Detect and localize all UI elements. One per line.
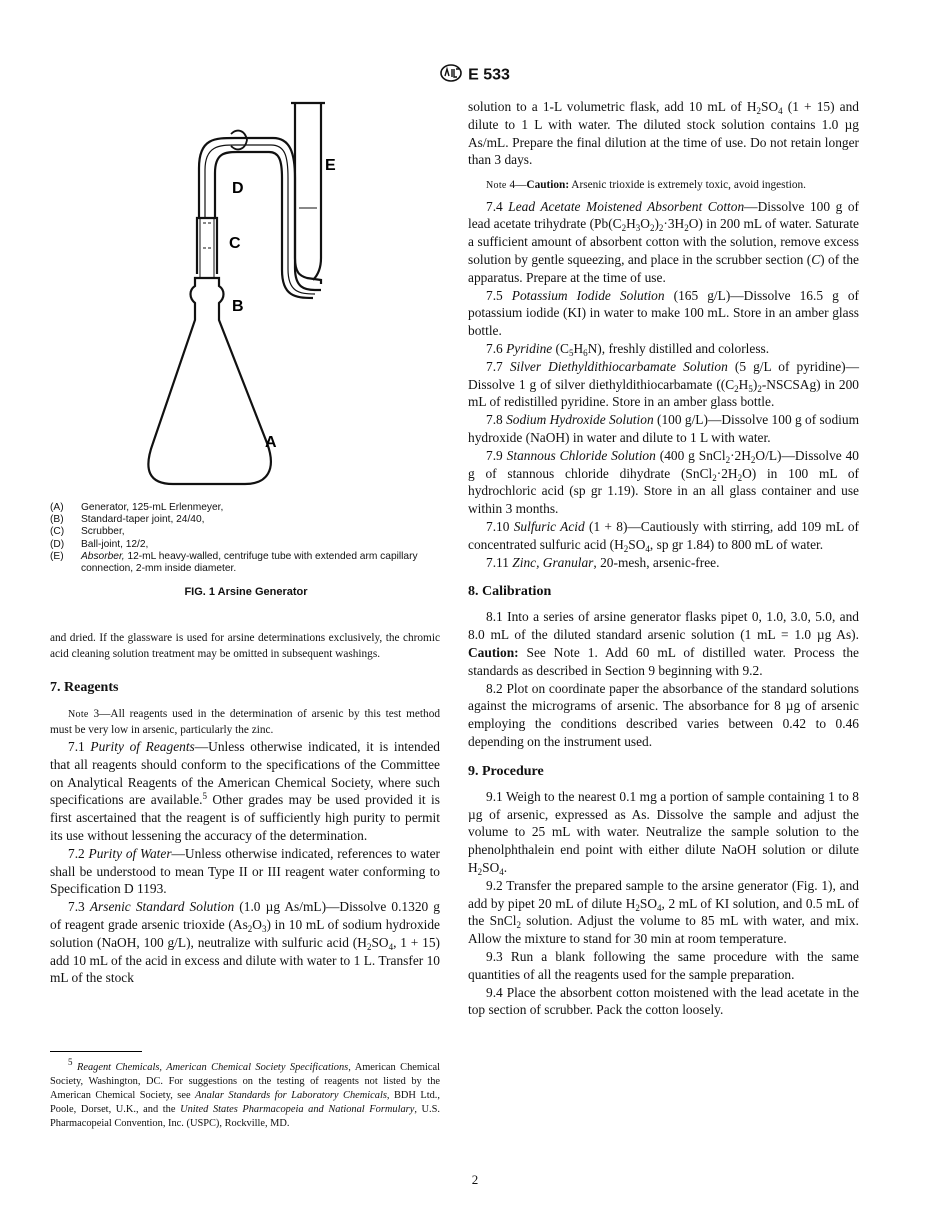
right-column <box>468 98 859 1019</box>
para-title: Stannous Chloride Solution <box>506 447 656 463</box>
footnote <box>50 1057 440 1131</box>
para-title: Purity of Water <box>88 845 172 861</box>
para-text: (100 g/L)—Dissolve 100 g of sodium hydroxide (NaOH) in water and dilute to 1 L with water. <box>468 412 859 446</box>
para-title: Potassium Iodide Solution <box>511 287 665 303</box>
para-title: Sodium Hydroxide Solution <box>506 412 654 428</box>
footnote-text: , American Chemical Society, Washington, DC. For suggestions on the testing of reagents not listed by the American Chemical Society, see <box>50 1062 440 1101</box>
para-num: 7.6 <box>486 341 507 357</box>
footnote-5 <box>50 1057 440 1131</box>
para-num: 7.8 <box>486 412 507 428</box>
para-title: Silver Diethyldithiocarbamate Solution <box>509 358 728 374</box>
para-num: 7.10 <box>486 519 514 535</box>
label-c: C <box>229 235 241 252</box>
legend-key: (A) <box>50 502 64 513</box>
note-4 <box>468 178 859 194</box>
para-text: Other grades may be used provided it is first ascertained that the reagent is of sufficiently high purity to permit its use without lessening the accuracy of the determination. <box>50 792 440 843</box>
para-7-6: 7.6 Pyridine $(C_5H_6N)$, freshly distilled and colorless. <box>486 341 770 359</box>
label-d: D <box>232 180 244 197</box>
note-text: All reagents used in the determination of arsenic by this test method must be very low in arsenic, particularly the zinc. <box>50 708 440 736</box>
legend-text: Ball-joint, 12/2, <box>81 538 149 550</box>
para-7-8 <box>468 411 859 447</box>
para-7-5 <box>468 287 859 340</box>
legend-key: (E) <box>50 550 64 562</box>
continuation-text: and dried. If the glassware is used for arsine determinations exclusively, the chromic acid cleaning solution treatment may be omitted in subsequent washings. <box>50 632 440 660</box>
legend-text: Scrubber, <box>81 526 125 538</box>
para-8-1: 8.1 Into a series of arsine generator flasks pipet 0, 1.0, 3.0, 5.0, and 8.0 mL of the diluted standard arsenic solution (1 mL = 1.0 µg As). Caution: See Note 1. Add 60 mL of distilled water. Process the standards as described in Section 9 beginning with 9.2. <box>468 609 859 678</box>
designation: E 533 <box>468 66 510 84</box>
footnote-title: Reagent Chemicals, American Chemical Society Specifications <box>76 1062 349 1073</box>
footnote-num: 5 <box>68 1057 73 1067</box>
para-9-3: 9.3 Run a blank following the same procedure with the same quantities of all the reagents used for the sample preparation. <box>468 948 859 982</box>
para-7-1 <box>50 738 440 845</box>
figure-legend <box>50 502 442 575</box>
para-num: 7.3 <box>68 899 90 915</box>
footnote-title: United States Pharmacopeia and National Formulary <box>180 1104 415 1115</box>
para-num: 7.9 <box>486 447 507 463</box>
para-7-3: 7.3 Arsenic Standard Solution (1.0 µg As/mL)—Dissolve 0.1320 g of reagent grade arsenic trioxide $(As_2O_3)$ in 10 mL of sodium hydroxide solution (NaOH, 100 g/L), neutralize with sulfuric acid ($H_2SO_4$, 1 + 15) add 10 mL of the acid in excess and dilute with water to 1 L. Transfer 10 mL of the stock <box>50 899 441 986</box>
footnote-ref: 5 <box>202 791 207 802</box>
para-9-4: 9.4 Place the absorbent cotton moistened with the lead acetate in the top section of scrubber. Pack the cotton loosely. <box>468 984 859 1018</box>
para-text: —Unless otherwise indicated, it is intended that all reagents should conform to the specifications of the Committee on Analytical Reagents of the American Chemical Society, where such specifications are available. <box>50 739 440 808</box>
legend-row <box>50 514 442 526</box>
para-num: 7.11 <box>486 554 513 570</box>
para-text: (165 g/L)—Dissolve 16.5 g of potassium iodide (KI) in water to make 100 mL. Store in an amber glass bottle. <box>468 287 859 339</box>
reagents-heading: 7. Reagents <box>50 680 119 695</box>
note-3 <box>50 707 440 738</box>
para-num: 7.4 <box>486 198 509 214</box>
legend-row <box>50 539 442 551</box>
calibration-heading: 8. Calibration <box>468 584 552 600</box>
astm-logo-icon <box>440 64 462 87</box>
para-title: Lead Acetate Moistened Absorbent Cotton <box>508 198 745 214</box>
legend-text: 12-mL heavy-walled, centrifuge tube with extended arm capillary connection, 2-mm inside diameter. <box>81 550 418 575</box>
para-title: Pyridine <box>506 341 553 357</box>
label-a: A <box>265 434 277 451</box>
para-7-2 <box>50 845 440 898</box>
para-num: 7.1 <box>68 739 91 754</box>
page-header <box>0 64 950 87</box>
para-text: , 20-mesh, arsenic-free. <box>593 554 720 570</box>
note-num: 3— <box>88 708 111 720</box>
para-title: Arsenic Standard Solution <box>89 899 235 915</box>
para-num: 7.2 <box>68 845 89 861</box>
note-label: Note <box>486 180 507 192</box>
footnote-rule <box>50 1051 142 1052</box>
legend-row <box>50 502 442 514</box>
note-label: Note <box>68 709 89 720</box>
para-7-9: 7.9 Stannous Chloride Solution (400 g $SnCl_2\cdot 2H_2O/L)—Dissolve$ 40 g of stannous chloride dihydrate $(SnCl_2\cdot 2H_2O)$ in 100 mL of hydrochloric acid (sp gr 1.19). Store in an all glass container and use within 3 months. <box>468 447 860 517</box>
footnote-text: , U.S. Pharmacopeial Convention, Inc. (USPC), Rockville, MD. <box>50 1104 440 1129</box>
para-7-11 <box>468 554 859 572</box>
legend-text: Standard-taper joint, 24/40, <box>81 514 205 526</box>
para-title: Purity of Reagents <box>90 739 195 754</box>
legend-text: Generator, 125-mL Erlenmeyer, <box>81 502 224 513</box>
footnote-text: , BDH Ltd., Poole, Dorset, U.K., and the <box>50 1090 440 1115</box>
page-number: 2 <box>471 1172 479 1187</box>
para-8-2: 8.2 Plot on coordinate paper the absorbance of the standard solutions against the micrograms of arsenic. The absorbance for 8 µg of arsenic employing the conditions described varies between 0.42 to 0.46 depending on the instrument used. <box>468 680 859 749</box>
legend-row <box>50 551 442 575</box>
para-text: —Unless otherwise indicated, references to water shall be understood to mean Type II or III reagent water conforming to Specification D 1193. <box>50 845 441 897</box>
note-text: Arsenic trioxide is extremely toxic, avoid ingestion. <box>569 179 806 192</box>
para-7-3-cont: solution to a 1-L volumetric flask, add 10 mL of $H_2SO_4$ (1 + 15) and dilute to 1 L with water. The diluted stock solution contains 1.0 µg As/mL. Prepare the final dilution at the time of use. Do not retain longer than 3 days. <box>468 99 860 168</box>
caution-label: Caution: <box>468 645 519 661</box>
legend-key: (D) <box>50 538 65 550</box>
figure-caption: FIG. 1 Arsine Generator <box>184 586 308 598</box>
para-7-10: 7.10 Sulfuric Acid (1 + 8)—Cautiously with stirring, add 109 mL of concentrated sulfuric acid ($H_2SO_4$, sp gr 1.84) to 800 mL of water. <box>468 519 860 554</box>
legend-key: (C) <box>50 526 65 538</box>
arsine-generator-figure <box>145 98 445 493</box>
para-9-2: 9.2 Transfer the prepared sample to the arsine generator (Fig. 1), and add by pipet 20 mL of dilute $H_2SO_4$, 2 mL of KI solution, and 0.5 mL of the SnCl$_2$ solution. Adjust the volume to 85 mL with water, and mix. Allow the mixture to stand for 30 min at room temperature. <box>468 877 859 947</box>
para-title: Zinc, Granular <box>512 554 594 570</box>
legend-text-italic: Absorber, <box>81 550 125 562</box>
label-e: E <box>325 157 336 174</box>
caution-label: Caution: <box>526 179 570 192</box>
legend-key: (B) <box>50 514 64 526</box>
flask-outline <box>148 278 271 484</box>
para-num: 7.7 <box>486 358 510 374</box>
left-column <box>50 631 440 987</box>
note-num: 4— <box>506 179 527 192</box>
legend-row <box>50 526 442 538</box>
para-num: 7.5 <box>486 287 512 303</box>
procedure-heading: 9. Procedure <box>468 763 544 779</box>
label-b: B <box>232 298 244 315</box>
para-title: Sulfuric Acid <box>513 519 585 535</box>
footnote-title: Analar Standards for Laboratory Chemicals <box>195 1090 387 1101</box>
para-7-4: 7.4 Lead Acetate Moistened Absorbent Cotton—Dissolve 100 g of lead acetate trihydrate $(Pb(C_2H_3O_2)_2\cdot 3H_2O)$ in 200 mL of water. Saturate a sufficient amount of absorbent cotton with the solution, remove excess solution by gentle squeezing, and place in the scrubber section (C) of the apparatus. Prepare at the time of use. <box>468 198 859 285</box>
para-9-1: 9.1 Weigh to the nearest 0.1 mg a portion of sample containing 1 to 8 µg of arsenic, expressed as As. Dissolve the sample and adjust the volume to 25 mL with water. Neutralize the sample solution to the phenolphthalein end point with either dilute NaOH solution or dilute $H_2SO_4$. <box>468 788 859 877</box>
para-7-7: 7.7 Silver Diethyldithiocarbamate Solution (5 g/L of pyridine)—Dissolve 1 g of silver diethyldithiocarbamate $((C_2H_5)_2-NSCSAg)$ in 200 mL of redistilled pyridine. Store in an amber glass bottle. <box>468 358 859 410</box>
